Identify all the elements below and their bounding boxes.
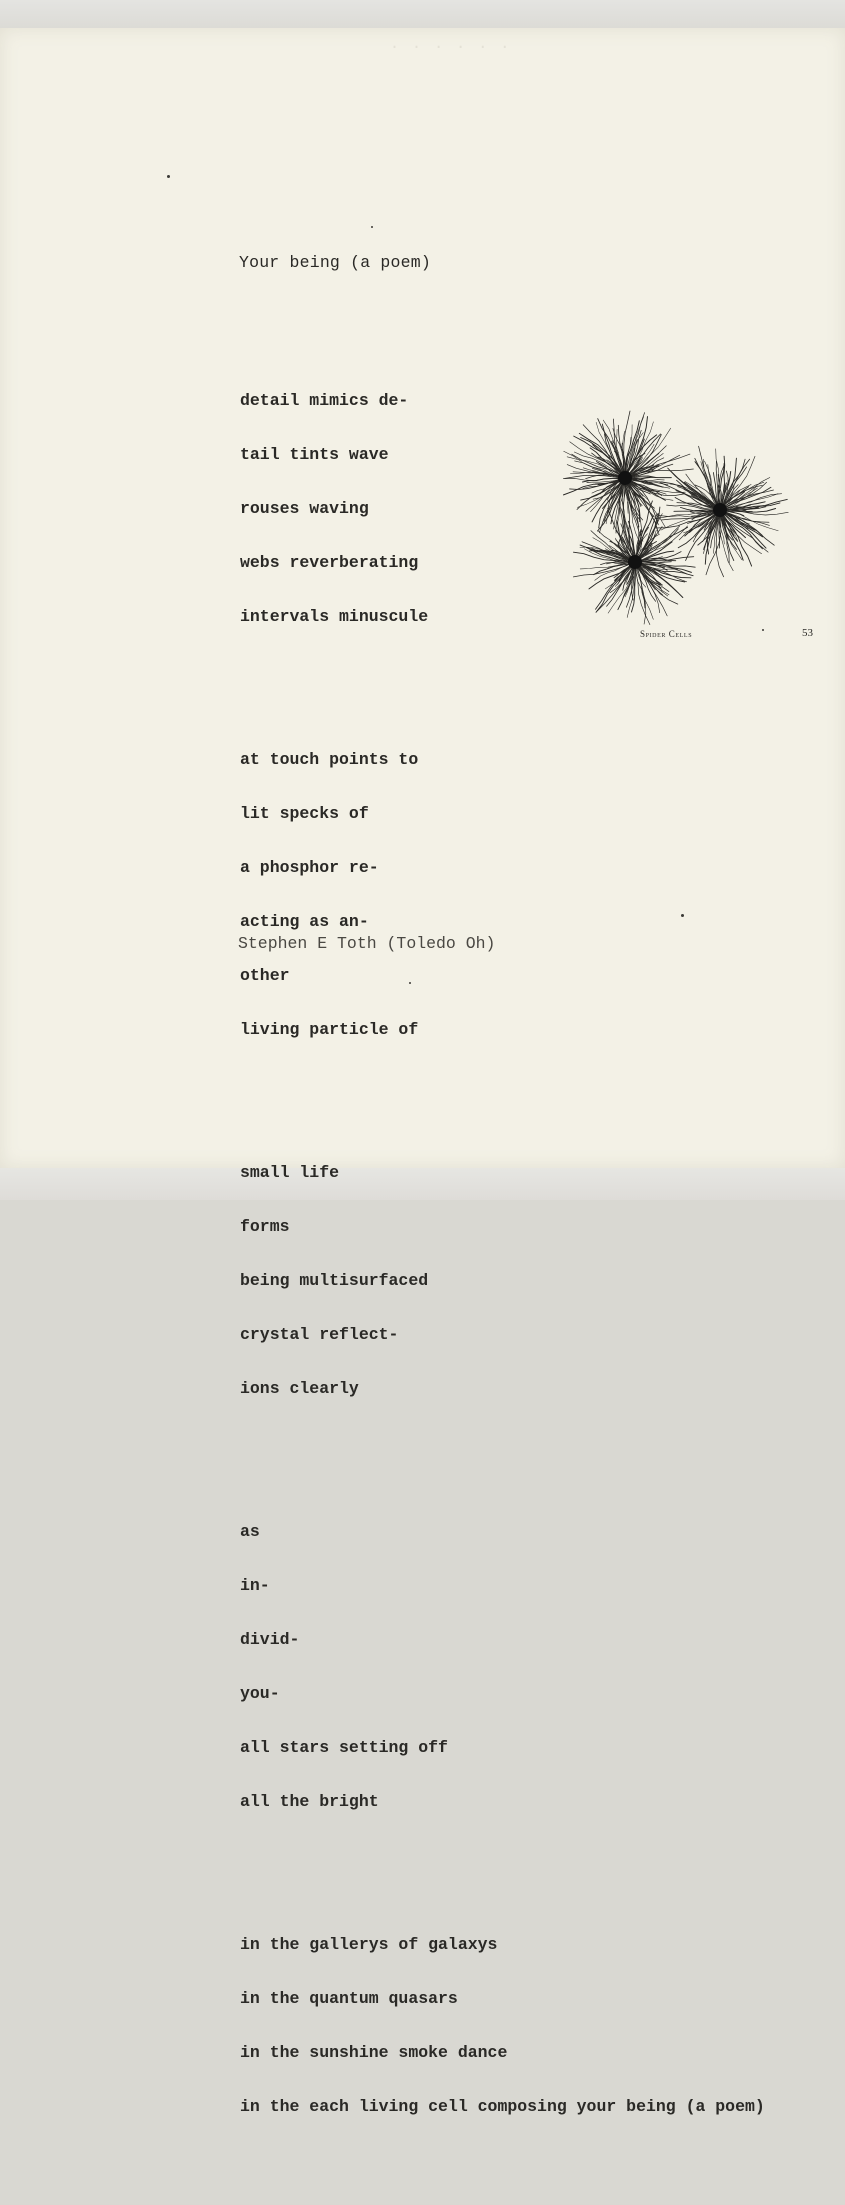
scan-border-top — [0, 0, 845, 28]
paper-speck — [167, 175, 170, 178]
stanza-3 — [240, 1128, 765, 1434]
paper-speck — [371, 226, 373, 228]
poem-line: a phosphor re- — [240, 858, 379, 877]
stanza-4 — [240, 1487, 765, 1847]
page-number: 53 — [802, 627, 813, 639]
poem-title: Your being (a poem) — [239, 253, 431, 272]
poem-line: acting as an- — [240, 912, 369, 931]
poem-line: tail tints wave — [240, 445, 389, 464]
poem-line: in the each living cell composing your being (a poem) — [240, 2097, 765, 2116]
spider-cell-lower — [573, 501, 695, 625]
poem-line: in the quantum quasars — [240, 1989, 458, 2008]
poem-line: intervals minuscule — [240, 607, 429, 626]
cell-fiber — [686, 510, 720, 561]
poem-line: forms — [240, 1217, 290, 1236]
poem-line: living particle of — [240, 1020, 419, 1039]
poem-line: divid- — [240, 1630, 300, 1649]
faint-pencil-mark: · · · · · · — [390, 38, 512, 56]
cell-nucleus — [628, 555, 642, 569]
poem-author: Stephen E Toth (Toledo Oh) — [238, 934, 496, 953]
poem-line: rouses waving — [240, 499, 369, 518]
cell-nucleus — [713, 503, 727, 517]
poem-line: ions clearly — [240, 1379, 359, 1398]
paper-speck — [681, 914, 684, 917]
spider-cells-illustration — [555, 400, 795, 625]
poem-line: other — [240, 966, 290, 985]
paper-speck — [762, 629, 764, 631]
poem-line: in- — [240, 1576, 270, 1595]
stanza-5 — [240, 1900, 765, 2152]
poem-line: all the bright — [240, 1792, 379, 1811]
poem-line: detail mimics de- — [240, 391, 409, 410]
poem-line: lit specks of — [240, 804, 369, 823]
poem-line: small life — [240, 1163, 340, 1182]
poem-line: in the sunshine smoke dance — [240, 2043, 508, 2062]
poem-line: webs reverberating — [240, 553, 419, 572]
stanza-2 — [240, 715, 765, 1075]
paper-speck — [409, 982, 411, 984]
illustration-caption: Spider Cells — [640, 629, 693, 639]
poem-line: in the gallerys of galaxys — [240, 1935, 498, 1954]
spider-cell-right — [655, 446, 788, 577]
poem-line: you- — [240, 1684, 280, 1703]
spider-cell-upper-left — [563, 411, 693, 546]
poem-line: being multisurfaced — [240, 1271, 429, 1290]
cell-nucleus — [618, 471, 632, 485]
poem-line: crystal reflect- — [240, 1325, 399, 1344]
poem-line: as — [240, 1522, 260, 1541]
poem-line: all stars setting off — [240, 1738, 448, 1757]
poem-line: at touch points to — [240, 750, 419, 769]
